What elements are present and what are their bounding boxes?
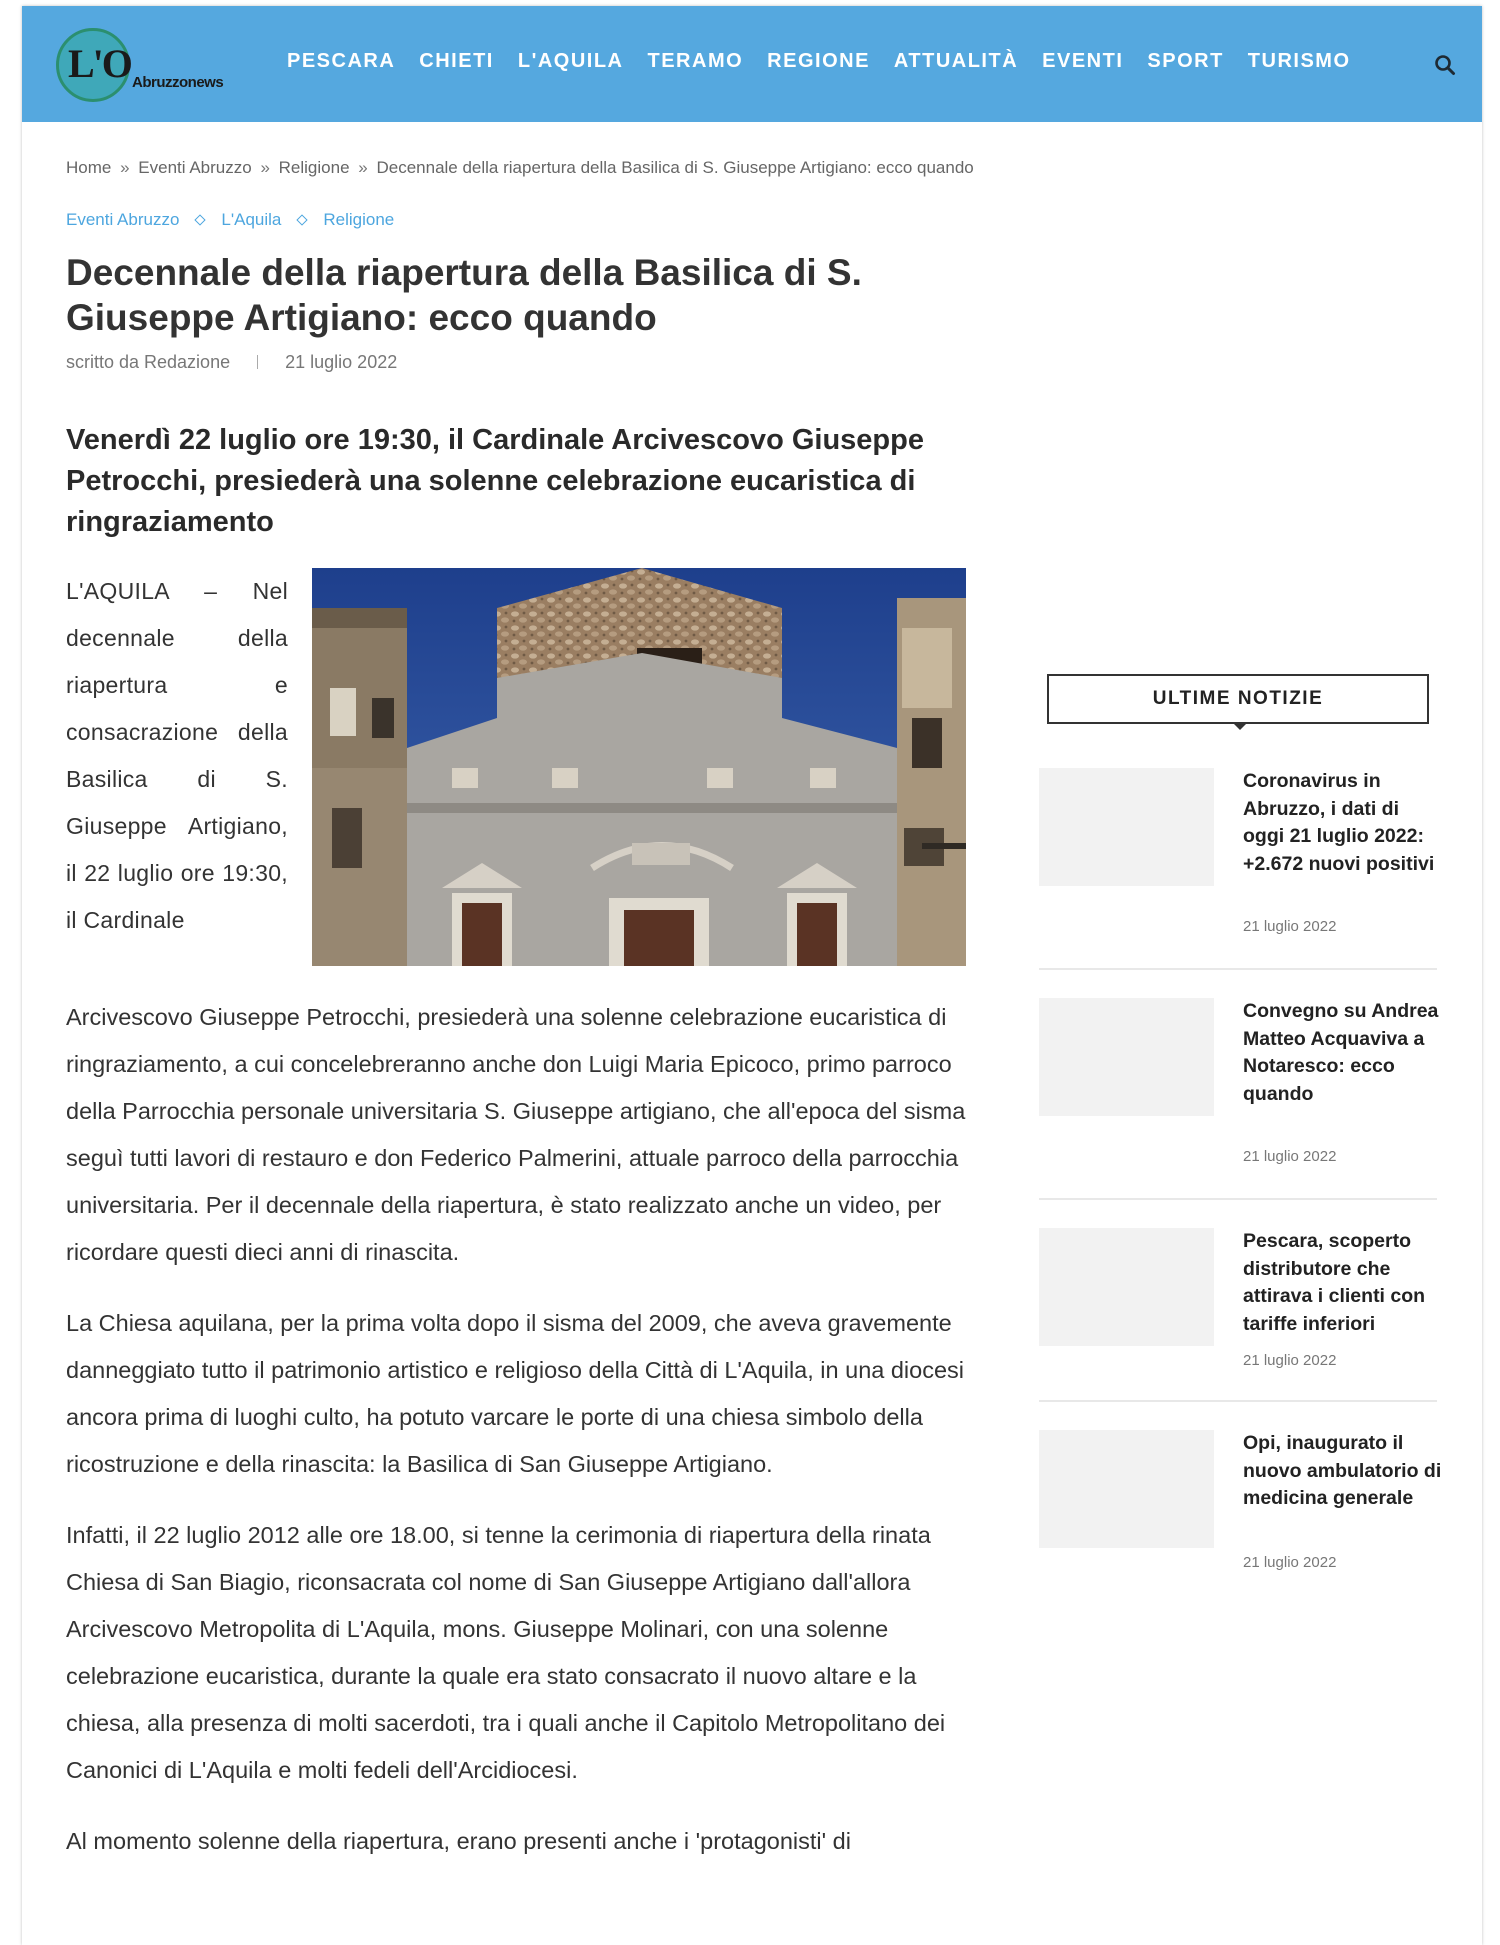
- article-author[interactable]: scritto da Redazione: [66, 352, 231, 372]
- nav-item-chieti[interactable]: CHIETI: [419, 50, 494, 72]
- category-religione[interactable]: Religione: [323, 210, 395, 229]
- news-thumbnail[interactable]: [1039, 1430, 1214, 1548]
- article-meta: [66, 352, 397, 373]
- news-title[interactable]: Convegno su Andrea Matteo Acquaviva a Notaresco: ecco quando: [1243, 1000, 1439, 1105]
- news-date: 21 luglio 2022: [1243, 1554, 1337, 1571]
- article-paragraph: Arcivescovo Giuseppe Petrocchi, presiederà una solenne celebrazione eucaristica di ringraziamento, a cui concelebreranno anche don Luigi Maria Epicoco, primo parroco della Parrocchia personale universitaria S. Giuseppe artigiano, che all'epoca del sisma seguì tutti lavori di restauro e don Federico Palmerini, attuale parroco della parrocchia universitaria. Per il decennale della riapertura, è stato realizzato anche un video, per ricordare questi dieci anni di rinascita.: [66, 1004, 966, 1265]
- diamond-separator-icon: [195, 214, 206, 225]
- article-paragraph: Infatti, il 22 luglio 2012 alle ore 18.00, si tenne la cerimonia di riapertura della rinata Chiesa di San Biagio, riconsacrata col nome di San Giuseppe Artigiano dall'allora Arcivescovo Metropolita di L'Aquila, mons. Giuseppe Molinari, con una solenne celebrazione eucaristica, durante la quale era stato consacrato il nuovo altare e la chiesa, alla presenza di molti sacerdoti, tra i quali anche il Capitolo Metropolitano dei Canonici di L'Aquila e molti fedeli dell'Arcidiocesi.: [66, 1522, 946, 1783]
- main-nav: [287, 50, 1375, 73]
- logo-text: Abruzzonews: [132, 74, 224, 91]
- news-thumbnail[interactable]: [1039, 768, 1214, 886]
- logo-letters: L'O: [68, 41, 131, 86]
- news-separator: [1039, 968, 1437, 970]
- nav-item-laquila[interactable]: L'AQUILA: [517, 50, 624, 72]
- category-eventi-abruzzo[interactable]: Eventi Abruzzo: [66, 210, 180, 229]
- category-laquila[interactable]: L'Aquila: [221, 210, 282, 229]
- breadcrumb: [66, 158, 974, 178]
- breadcrumb-home[interactable]: Home: [66, 158, 112, 177]
- breadcrumb-religione[interactable]: Religione: [278, 158, 350, 177]
- breadcrumb-separator: »: [120, 158, 130, 177]
- article-body: [66, 994, 971, 1889]
- article-lead: L'AQUILA – Nel decennale della riapertura e consacrazione della Basilica di S. Giuseppe Artigiano, il 22 luglio ore 19:30, il Cardinale: [66, 578, 288, 933]
- widget-title-arrow-icon: [1232, 722, 1248, 730]
- nav-item-regione[interactable]: REGIONE: [767, 50, 870, 72]
- news-date: 21 luglio 2022: [1243, 918, 1337, 935]
- page-frame: [22, 6, 1482, 1945]
- news-title[interactable]: Opi, inaugurato il nuovo ambulatorio di medicina generale: [1243, 1432, 1442, 1509]
- diamond-separator-icon: [297, 214, 308, 225]
- category-tags: [66, 210, 394, 230]
- article-subtitle: Venerdì 22 luglio ore 19:30, il Cardinale Arcivescovo Giuseppe Petrocchi, presiederà una solenne celebrazione eucaristica di ringraziamento: [66, 424, 924, 538]
- article-title: Decennale della riapertura della Basilica di S. Giuseppe Artigiano: ecco quando: [66, 252, 862, 338]
- meta-divider: [257, 355, 258, 369]
- article-paragraph: La Chiesa aquilana, per la prima volta dopo il sisma del 2009, che aveva gravemente danneggiato tutto il patrimonio artistico e religioso della Città di L'Aquila, in una diocesi ancora prima di luoghi culto, ha potuto varcare le porte di una chiesa simbolo della ricostruzione e della rinascita: la Basilica di San Giuseppe Artigiano.: [66, 1310, 965, 1477]
- breadcrumb-separator: »: [358, 158, 368, 177]
- article-date: 21 luglio 2022: [285, 352, 398, 372]
- nav-item-pescara[interactable]: PESCARA: [287, 50, 396, 72]
- news-date: 21 luglio 2022: [1243, 1352, 1337, 1369]
- nav-item-eventi[interactable]: EVENTI: [1042, 50, 1124, 72]
- breadcrumb-current: Decennale della riapertura della Basilica di S. Giuseppe Artigiano: ecco quando: [376, 158, 974, 177]
- nav-item-teramo[interactable]: TERAMO: [647, 50, 744, 72]
- news-thumbnail[interactable]: [1039, 998, 1214, 1116]
- article-paragraph: Al momento solenne della riapertura, erano presenti anche i 'protagonisti' di: [66, 1828, 851, 1854]
- latest-news-widget-title: ULTIME NOTIZIE: [1047, 674, 1429, 724]
- news-date: 21 luglio 2022: [1243, 1148, 1337, 1165]
- search-icon[interactable]: [1434, 54, 1456, 76]
- nav-item-turismo[interactable]: TURISMO: [1247, 50, 1351, 72]
- site-logo[interactable]: [56, 28, 236, 102]
- news-separator: [1039, 1400, 1437, 1402]
- news-separator: [1039, 1198, 1437, 1200]
- site-header: [22, 6, 1482, 122]
- nav-item-attualita[interactable]: ATTUALITÀ: [893, 50, 1019, 72]
- breadcrumb-separator: »: [260, 158, 270, 177]
- news-title[interactable]: Coronavirus in Abruzzo, i dati di oggi 21 luglio 2022: +2.672 nuovi positivi: [1243, 770, 1435, 875]
- breadcrumb-eventi-abruzzo[interactable]: Eventi Abruzzo: [138, 158, 252, 177]
- basilica-photo: [312, 568, 966, 966]
- news-title[interactable]: Pescara, scoperto distributore che attirava i clienti con tariffe inferiori: [1243, 1230, 1426, 1335]
- nav-item-sport[interactable]: SPORT: [1147, 50, 1224, 72]
- news-thumbnail[interactable]: [1039, 1228, 1214, 1346]
